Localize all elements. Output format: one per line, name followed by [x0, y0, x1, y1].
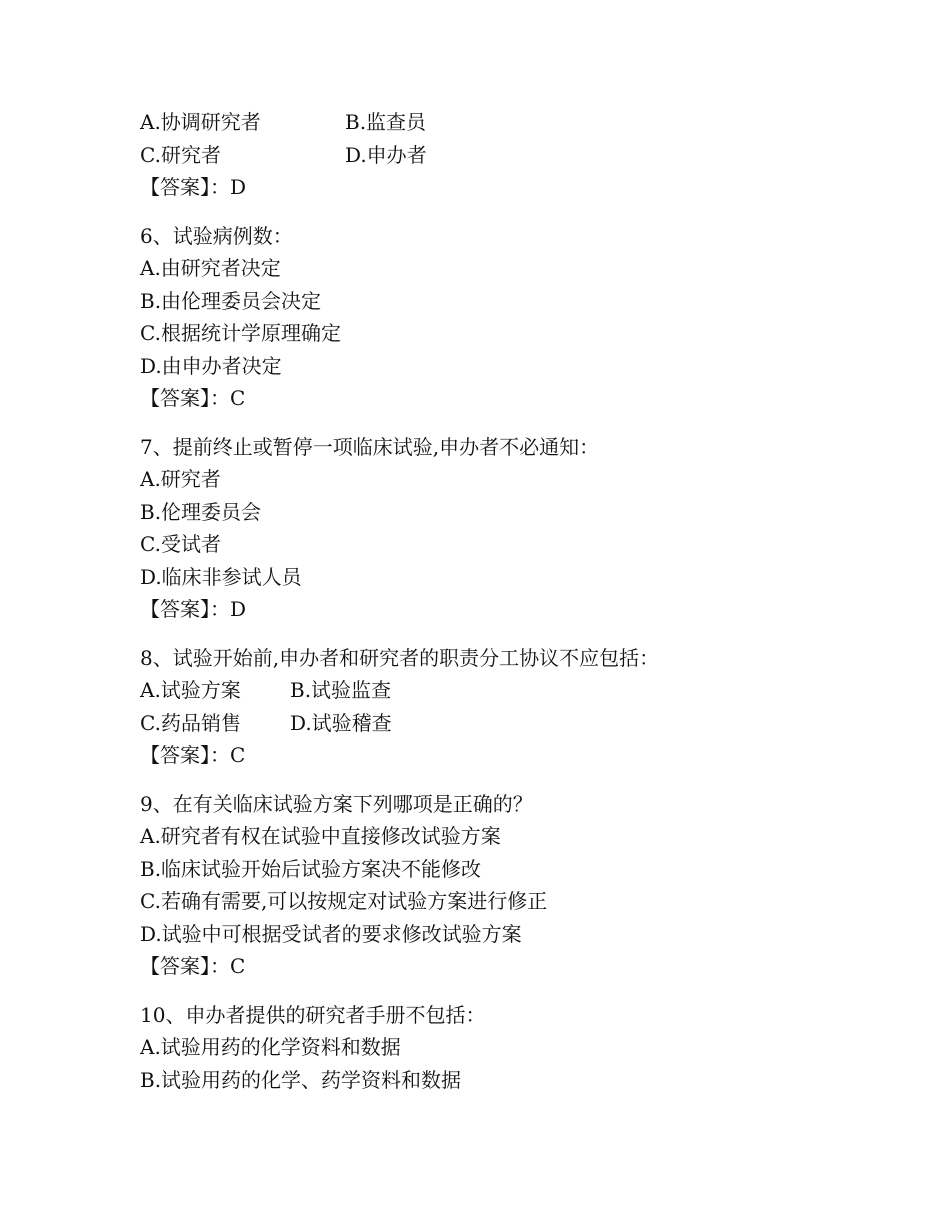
question-stem: 9、在有关临床试验方案下列哪项是正确的？	[140, 791, 533, 816]
option-b: B.临床试验开始后试验方案决不能修改	[140, 856, 482, 881]
option-a: A.试验用药的化学资料和数据	[140, 1035, 401, 1059]
options-row	[140, 106, 659, 139]
exam-page	[140, 106, 659, 1096]
option-b: B.试验监查	[290, 678, 392, 702]
option-c: C.受试者	[140, 532, 221, 556]
option-c: C.研究者	[140, 142, 221, 167]
question-10-block	[140, 999, 659, 1097]
question-stem: 6、试验病例数：	[140, 223, 293, 248]
answer-label: 【答案】：C	[140, 386, 246, 410]
answer-label: 【答案】：C	[140, 743, 246, 767]
option-b: B.试验用药的化学、药学资料和数据	[140, 1067, 462, 1092]
option-d: D.由申办者决定	[140, 353, 282, 378]
answer-label: 【答案】：D	[140, 175, 247, 199]
option-b: B.伦理委员会	[140, 499, 262, 524]
options-row	[140, 139, 659, 172]
option-d: D.试验稽查	[290, 710, 392, 735]
question-stem: 7、提前终止或暂停一项临床试验,申办者不必通知：	[140, 434, 600, 459]
option-a: A.协调研究者	[140, 110, 261, 134]
option-c: C.根据统计学原理确定	[140, 321, 341, 345]
options-row	[140, 707, 659, 740]
question-9-block	[140, 788, 659, 983]
option-a: A.研究者	[140, 467, 221, 491]
question-7-block	[140, 431, 659, 626]
option-c: C.药品销售	[140, 710, 241, 735]
option-d: D.申办者	[345, 142, 427, 167]
option-b: B.监查员	[345, 110, 427, 134]
question-8-block	[140, 642, 659, 772]
option-d: D.临床非参试人员	[140, 564, 302, 589]
option-a: A.研究者有权在试验中直接修改试验方案	[140, 824, 501, 848]
question-stem: 10、申办者提供的研究者手册不包括：	[140, 1002, 486, 1027]
option-b: B.由伦理委员会决定	[140, 288, 322, 313]
answer-label: 【答案】：D	[140, 597, 247, 621]
option-c: C.若确有需要,可以按规定对试验方案进行修正	[140, 889, 548, 913]
option-a: A.试验方案	[140, 678, 241, 702]
answer-label: 【答案】：C	[140, 954, 246, 978]
question-6-block	[140, 220, 659, 415]
question-5-block	[140, 106, 659, 204]
option-d: D.试验中可根据受试者的要求修改试验方案	[140, 921, 522, 946]
question-stem: 8、试验开始前,申办者和研究者的职责分工协议不应包括：	[140, 645, 660, 670]
options-row	[140, 674, 659, 707]
option-a: A.由研究者决定	[140, 256, 281, 280]
